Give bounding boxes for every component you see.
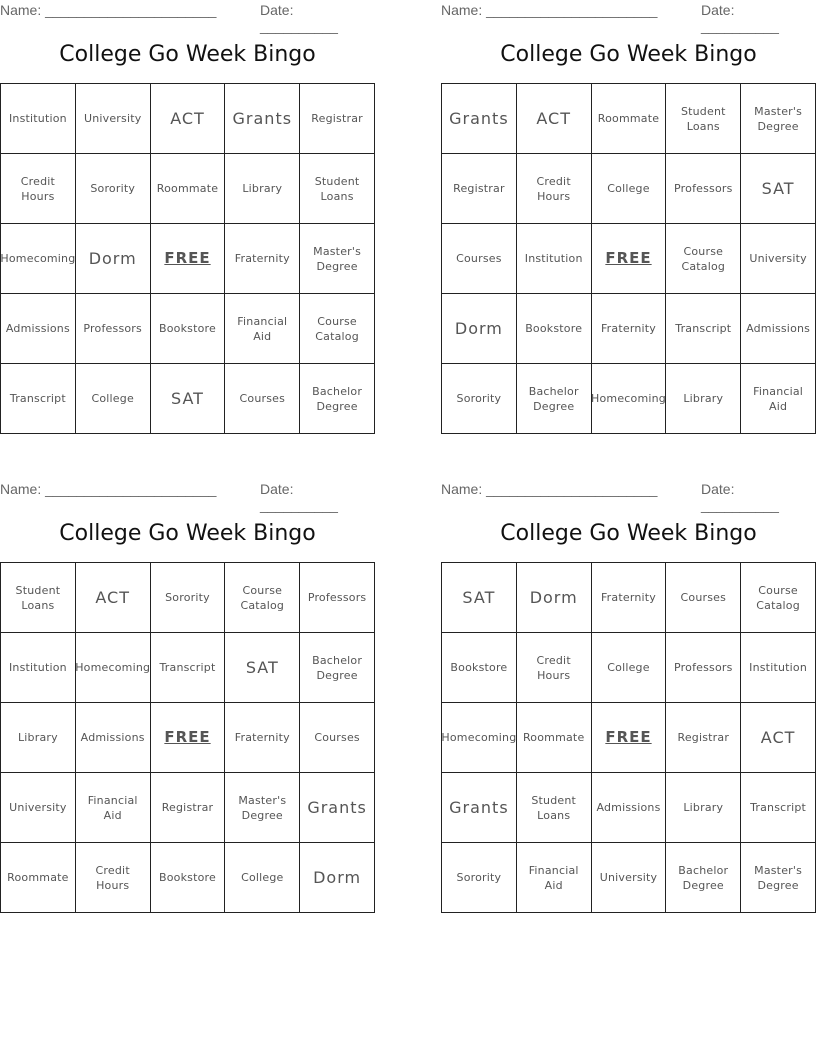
bingo-cell[interactable]: Master's Degree [300, 224, 375, 294]
bingo-cell[interactable]: Sorority [76, 154, 151, 224]
bingo-cell[interactable]: SAT [225, 633, 300, 703]
date-field[interactable]: Date: __________ [701, 2, 779, 34]
name-field[interactable]: Name: ______________________ [0, 481, 217, 497]
bingo-cell[interactable]: Sorority [442, 843, 517, 913]
bingo-cell[interactable]: Library [666, 364, 741, 434]
bingo-grid [441, 562, 816, 913]
date-field[interactable]: Date: __________ [260, 2, 338, 34]
free-space-cell[interactable]: FREE [592, 703, 667, 773]
bingo-cell[interactable]: Roommate [517, 703, 592, 773]
bingo-cell[interactable]: Professors [666, 633, 741, 703]
name-field[interactable]: Name: ______________________ [441, 481, 658, 497]
bingo-cell[interactable]: Courses [300, 703, 375, 773]
bingo-cell[interactable]: Fraternity [592, 563, 667, 633]
bingo-cell[interactable]: Registrar [151, 773, 226, 843]
bingo-cell[interactable]: Bachelor Degree [300, 364, 375, 434]
bingo-cell[interactable]: Dorm [442, 294, 517, 364]
bingo-cell[interactable]: Sorority [442, 364, 517, 434]
bingo-cell[interactable]: Institution [1, 633, 76, 703]
bingo-cell[interactable]: SAT [442, 563, 517, 633]
bingo-cell[interactable]: Dorm [517, 563, 592, 633]
bingo-card-3 [0, 479, 375, 892]
bingo-grid [0, 83, 375, 434]
bingo-cell[interactable]: Bookstore [442, 633, 517, 703]
name-field[interactable]: Name: ______________________ [441, 2, 658, 18]
card-title: College Go Week Bingo [500, 521, 757, 546]
bingo-cell[interactable]: Homecoming [1, 224, 76, 294]
bingo-cell[interactable]: Homecoming [76, 633, 151, 703]
bingo-cell[interactable]: University [741, 224, 816, 294]
bingo-cell[interactable]: Fraternity [225, 703, 300, 773]
bingo-cell[interactable]: ACT [517, 84, 592, 154]
bingo-cell[interactable]: Bookstore [151, 843, 226, 913]
bingo-cell[interactable]: Transcript [151, 633, 226, 703]
bingo-cell[interactable]: Dorm [76, 224, 151, 294]
bingo-card-4 [441, 479, 816, 892]
bingo-grid [0, 562, 375, 913]
name-date-row [441, 0, 816, 34]
bingo-cell[interactable]: Credit Hours [1, 154, 76, 224]
date-field[interactable]: Date: __________ [260, 481, 338, 513]
bingo-cell[interactable]: Courses [666, 563, 741, 633]
bingo-cell[interactable]: Roommate [151, 154, 226, 224]
bingo-cell[interactable]: Financial Aid [225, 294, 300, 364]
bingo-cell[interactable]: Admissions [592, 773, 667, 843]
bingo-cell[interactable]: SAT [741, 154, 816, 224]
bingo-cell[interactable]: Course Catalog [225, 563, 300, 633]
bingo-cell[interactable]: University [76, 84, 151, 154]
bingo-cell[interactable]: Fraternity [225, 224, 300, 294]
bingo-cell[interactable]: Library [1, 703, 76, 773]
card-title: College Go Week Bingo [59, 521, 316, 546]
bingo-cell[interactable]: Admissions [741, 294, 816, 364]
bingo-cell[interactable]: Sorority [151, 563, 226, 633]
bingo-cell[interactable]: Credit Hours [517, 154, 592, 224]
bingo-cell[interactable]: Admissions [76, 703, 151, 773]
bingo-cell[interactable]: Professors [666, 154, 741, 224]
bingo-cell[interactable]: College [225, 843, 300, 913]
bingo-cell[interactable]: Registrar [442, 154, 517, 224]
name-date-row [441, 479, 816, 513]
bingo-cell[interactable]: SAT [151, 364, 226, 434]
name-field[interactable]: Name: ______________________ [0, 2, 217, 18]
bingo-cell[interactable]: Transcript [666, 294, 741, 364]
bingo-cell[interactable]: Institution [1, 84, 76, 154]
bingo-cell[interactable]: Credit Hours [517, 633, 592, 703]
bingo-cell[interactable]: Course Catalog [666, 224, 741, 294]
bingo-cell[interactable]: Homecoming [442, 703, 517, 773]
name-date-row [0, 479, 375, 513]
bingo-cell[interactable]: Master's Degree [741, 843, 816, 913]
bingo-card-2 [441, 0, 816, 413]
name-date-row [0, 0, 375, 34]
bingo-cell[interactable]: Financial Aid [517, 843, 592, 913]
bingo-cell[interactable]: Bachelor Degree [666, 843, 741, 913]
bingo-cell[interactable]: Master's Degree [225, 773, 300, 843]
bingo-cell[interactable]: Homecoming [592, 364, 667, 434]
bingo-cell[interactable]: Roommate [1, 843, 76, 913]
bingo-cell[interactable]: Course Catalog [300, 294, 375, 364]
card-title: College Go Week Bingo [500, 42, 757, 67]
bingo-cell[interactable]: College [592, 154, 667, 224]
bingo-cell[interactable]: Library [225, 154, 300, 224]
date-field[interactable]: Date: __________ [701, 481, 779, 513]
bingo-cell[interactable]: ACT [151, 84, 226, 154]
bingo-cell[interactable]: College [592, 633, 667, 703]
card-title: College Go Week Bingo [59, 42, 316, 67]
bingo-cell[interactable]: Registrar [300, 84, 375, 154]
bingo-cell[interactable]: Registrar [666, 703, 741, 773]
bingo-cell[interactable]: University [1, 773, 76, 843]
bingo-cell[interactable]: Student Loans [666, 84, 741, 154]
bingo-cell[interactable]: Courses [442, 224, 517, 294]
bingo-cell[interactable]: Financial Aid [741, 364, 816, 434]
bingo-cell[interactable]: Bookstore [151, 294, 226, 364]
bingo-cell[interactable]: Bachelor Degree [300, 633, 375, 703]
bingo-cell[interactable]: Financial Aid [76, 773, 151, 843]
free-space-cell[interactable]: FREE [151, 224, 226, 294]
bingo-cell[interactable]: Roommate [592, 84, 667, 154]
bingo-cell[interactable]: College [76, 364, 151, 434]
bingo-cell[interactable]: Grants [442, 84, 517, 154]
bingo-cell[interactable]: Professors [300, 563, 375, 633]
bingo-cell[interactable]: Grants [442, 773, 517, 843]
bingo-cell[interactable]: Transcript [1, 364, 76, 434]
bingo-cell[interactable]: Course Catalog [741, 563, 816, 633]
bingo-cell[interactable]: Student Loans [300, 154, 375, 224]
bingo-cell[interactable]: Library [666, 773, 741, 843]
bingo-grid [441, 83, 816, 434]
free-space-cell[interactable]: FREE [592, 224, 667, 294]
bingo-cell[interactable]: Courses [225, 364, 300, 434]
bingo-cell[interactable]: Master's Degree [741, 84, 816, 154]
bingo-card-1 [0, 0, 375, 413]
bingo-cell[interactable]: ACT [76, 563, 151, 633]
bingo-cell[interactable]: Admissions [1, 294, 76, 364]
bingo-cell[interactable]: Bachelor Degree [517, 364, 592, 434]
bingo-cell[interactable]: Bookstore [517, 294, 592, 364]
bingo-cell[interactable]: Dorm [300, 843, 375, 913]
bingo-cell[interactable]: Professors [76, 294, 151, 364]
free-space-cell[interactable]: FREE [151, 703, 226, 773]
bingo-cell[interactable]: University [592, 843, 667, 913]
bingo-cell[interactable]: Grants [300, 773, 375, 843]
bingo-cell[interactable]: Institution [741, 633, 816, 703]
bingo-cell[interactable]: Grants [225, 84, 300, 154]
bingo-cell[interactable]: Fraternity [592, 294, 667, 364]
bingo-cell[interactable]: ACT [741, 703, 816, 773]
bingo-cell[interactable]: Transcript [741, 773, 816, 843]
bingo-cell[interactable]: Student Loans [1, 563, 76, 633]
bingo-cell[interactable]: Credit Hours [76, 843, 151, 913]
bingo-cell[interactable]: Institution [517, 224, 592, 294]
bingo-cell[interactable]: Student Loans [517, 773, 592, 843]
